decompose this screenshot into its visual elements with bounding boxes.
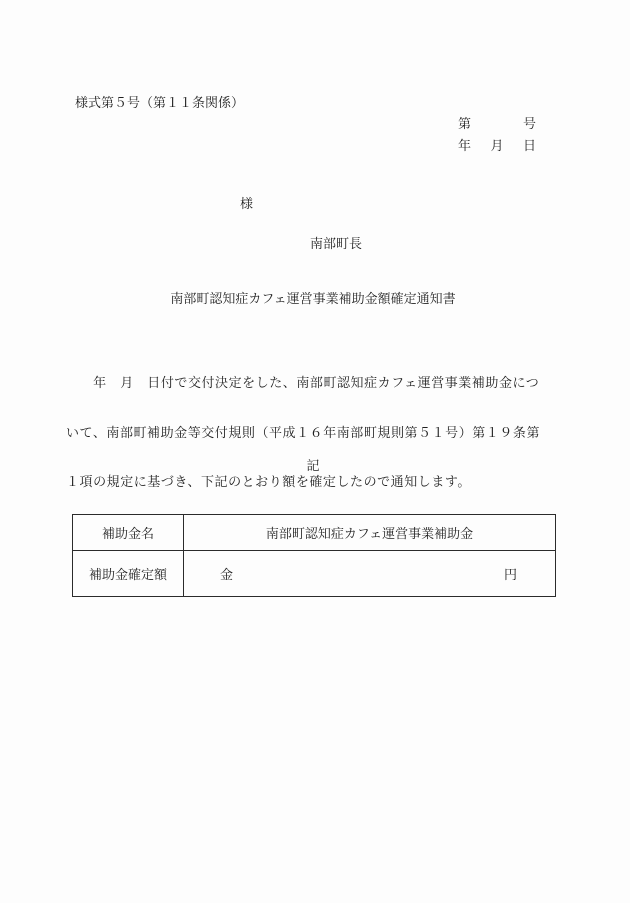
form-number: 様式第５号（第１１条関係）: [75, 95, 245, 110]
body-line-2: いて、南部町補助金等交付規則（平成１６年南部町規則第５１号）第１９条第: [66, 424, 540, 440]
date-year-label: 年: [458, 138, 472, 153]
subsidy-amount-value: [184, 551, 555, 596]
document-number-prefix: 第: [458, 116, 472, 131]
document-title: 南部町認知症カフェ運営事業補助金額確定通知書: [170, 291, 456, 306]
subsidy-table: [72, 514, 556, 597]
body-line-1: 年 月 日付で交付決定をした、南部町認知症カフェ運営事業補助金につ: [66, 375, 540, 390]
subsidy-name-label: 補助金名: [73, 515, 184, 550]
date-day-label: 日: [522, 138, 536, 153]
date-line: [458, 139, 536, 152]
amount-prefix-yen-kanji: 金: [220, 567, 234, 582]
document-number-line: [458, 117, 536, 130]
table-row-subsidy-name: [73, 515, 555, 551]
table-row-subsidy-amount: [73, 551, 555, 596]
body-paragraph: [66, 345, 566, 520]
date-month-label: 月: [490, 138, 504, 153]
sender-name: 南部町長: [310, 236, 363, 251]
ki-section-marker: 記: [306, 458, 320, 473]
document-number-suffix: 号: [522, 116, 536, 131]
subsidy-name-value: 南部町認知症カフェ運営事業補助金: [265, 526, 474, 541]
amount-suffix-en: 円: [503, 567, 517, 582]
subsidy-amount-label: 補助金確定額: [73, 551, 184, 596]
addressee-honorific: 様: [240, 196, 254, 211]
body-line-3: １項の規定に基づき、下記のとおり額を確定したので通知します。: [66, 474, 471, 490]
